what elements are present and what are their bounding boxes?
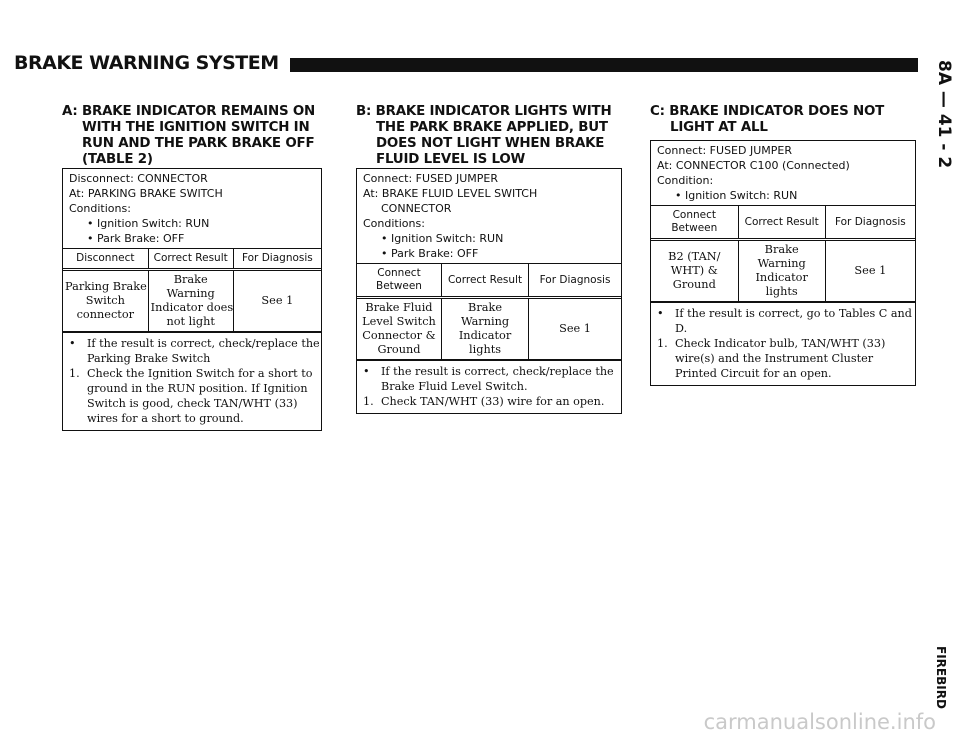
column-header: For Diagnosis: [825, 206, 915, 240]
title-line: C: BRAKE INDICATOR DOES NOT: [650, 104, 885, 119]
condition-line: Condition:: [657, 174, 714, 187]
conditions: [651, 141, 915, 206]
table-cell: B2 (TAN/ WHT) & Ground: [651, 240, 738, 302]
note-item: • If the result is correct, check/replace the Parking Brake Switch: [69, 337, 320, 365]
model-name: FIREBIRD: [934, 646, 948, 709]
note-item: • If the result is correct, go to Tables C and D.: [657, 307, 912, 335]
column-header: For Diagnosis: [233, 249, 321, 270]
column-header: Connect Between: [357, 264, 441, 298]
table-row: [357, 298, 621, 360]
section-b-box: [356, 168, 622, 414]
title-line: B: BRAKE INDICATOR LIGHTS WITH: [356, 104, 612, 119]
section-a-title: [62, 104, 315, 168]
section-b-title: [356, 104, 611, 168]
condition-line: Conditions:: [69, 202, 131, 215]
condition-line: Connect: FUSED JUMPER: [657, 144, 792, 157]
title-line: FLUID LEVEL IS LOW: [376, 152, 526, 167]
table-cell: Parking Brake Switch connector: [63, 270, 148, 332]
note-item: 1. Check the Ignition Switch for a short to ground in the RUN position. If Ignition Switch is good, check TAN/WHT (33) wires for a short to ground.: [69, 367, 313, 425]
table-cell: Brake Warning Indicator does not light: [148, 270, 233, 332]
condition-line: At: CONNECTOR C100 (Connected): [657, 159, 850, 172]
notes: [357, 360, 621, 413]
notes: [63, 332, 321, 430]
title-line: LIGHT AT ALL: [670, 120, 768, 135]
condition-line: • Ignition Switch: RUN: [675, 189, 798, 202]
condition-line: • Ignition Switch: RUN: [381, 232, 504, 245]
condition-line: • Park Brake: OFF: [87, 232, 185, 245]
column-header: Disconnect: [63, 249, 148, 270]
note-item: 1. Check Indicator bulb, TAN/WHT (33) wire(s) and the Instrument Cluster Printed Circuit for an open.: [657, 337, 886, 380]
section-a-box: [62, 168, 322, 431]
section-c-title: [650, 104, 884, 136]
watermark: carmanualsonline.info: [703, 710, 936, 734]
title-line: DOES NOT LIGHT WHEN BRAKE: [376, 136, 605, 151]
page-title: BRAKE WARNING SYSTEM: [14, 52, 279, 74]
column-header: Correct Result: [148, 249, 233, 270]
condition-line: Conditions:: [363, 217, 425, 230]
table-cell: Brake Fluid Level Switch Connector & Ground: [357, 298, 441, 360]
title-line: RUN AND THE PARK BRAKE OFF: [82, 136, 315, 151]
column-header: Correct Result: [441, 264, 528, 298]
condition-line: At: BRAKE FLUID LEVEL SWITCH: [363, 187, 538, 200]
notes: [651, 302, 915, 385]
condition-line: • Park Brake: OFF: [381, 247, 479, 260]
title-line: (TABLE 2): [82, 152, 153, 167]
title-line: A: BRAKE INDICATOR REMAINS ON: [62, 104, 316, 119]
condition-line: At: PARKING BRAKE SWITCH: [69, 187, 223, 200]
column-header: For Diagnosis: [529, 264, 621, 298]
section-c-box: [650, 140, 916, 386]
condition-line: • Ignition Switch: RUN: [87, 217, 210, 230]
table-cell: See 1: [825, 240, 915, 302]
page-number: 8A — 41 - 2: [934, 60, 954, 169]
table-row: [651, 240, 915, 302]
condition-line: Connect: FUSED JUMPER: [363, 172, 498, 185]
column-header: Connect Between: [651, 206, 738, 240]
table-row: [63, 270, 321, 332]
condition-line: Disconnect: CONNECTOR: [69, 172, 208, 185]
result-table: [63, 249, 321, 332]
table-cell: Brake Warning Indicator lights: [738, 240, 825, 302]
table-cell: Brake Warning Indicator lights: [441, 298, 528, 360]
note-item: • If the result is correct, check/replace the Brake Fluid Level Switch.: [363, 365, 614, 393]
table-cell: See 1: [529, 298, 621, 360]
result-table: [651, 206, 915, 302]
table-cell: See 1: [233, 270, 321, 332]
header-rule: [290, 58, 918, 72]
title-line: WITH THE IGNITION SWITCH IN: [82, 120, 310, 135]
conditions: [63, 169, 321, 249]
result-table: [357, 264, 621, 360]
title-line: THE PARK BRAKE APPLIED, BUT: [376, 120, 608, 135]
note-item: 1. Check TAN/WHT (33) wire for an open.: [363, 395, 605, 408]
condition-line: CONNECTOR: [381, 202, 452, 215]
conditions: [357, 169, 621, 264]
column-header: Correct Result: [738, 206, 825, 240]
